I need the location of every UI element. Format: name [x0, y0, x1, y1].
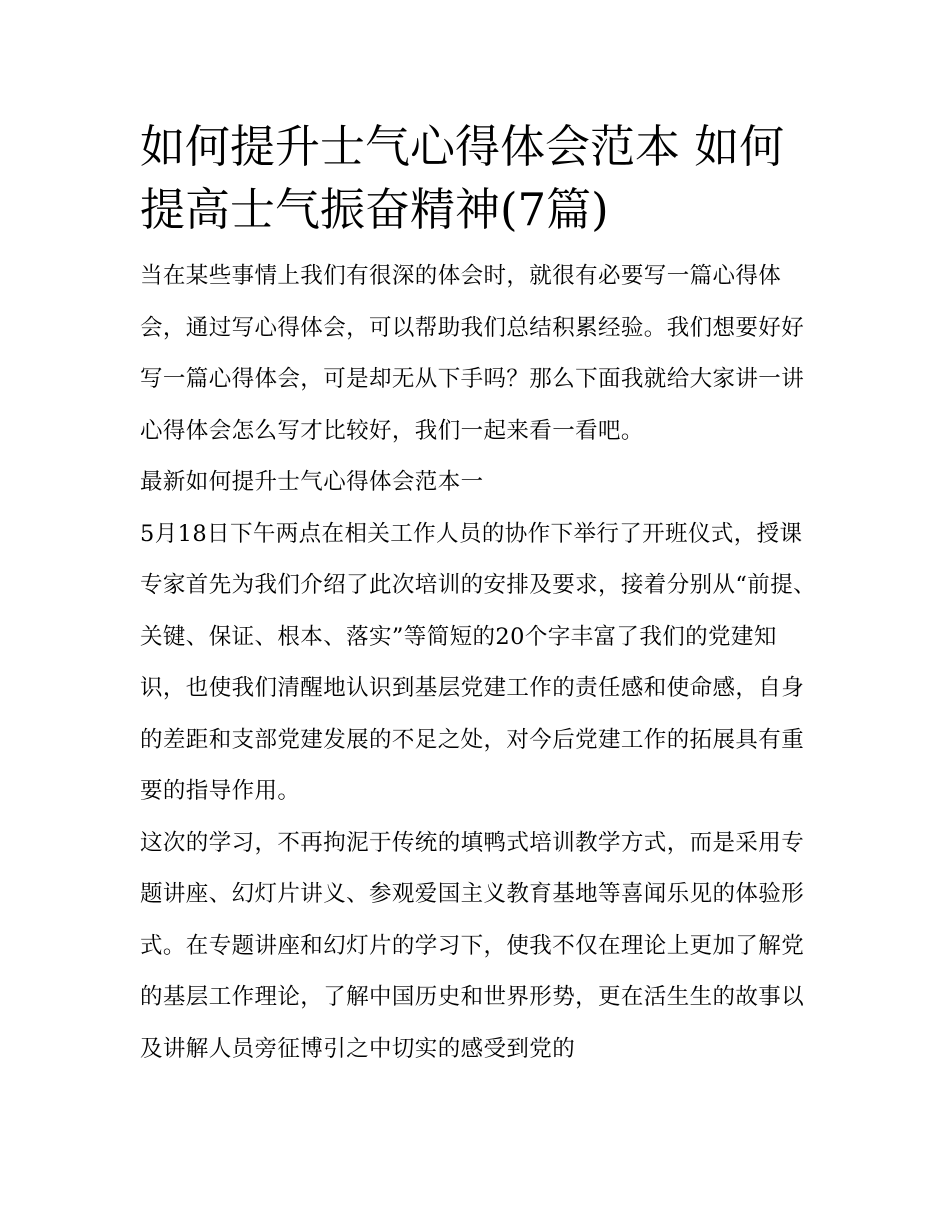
body-paragraph-2: 这次的学习，不再拘泥于传统的填鸭式培训教学方式，而是采用专题讲座、幻灯片讲义、参观爱国主义教育基地等喜闻乐见的体验形式。在专题讲座和幻灯片的学习下，使我不仅在理论上更加了解党的基层工作理论，了解中国历史和世界形势，更在活生生的故事以及讲解人员旁征博引之中切实的感受到党的	[140, 829, 805, 1062]
section-heading: 最新如何提升士气心得体会范本一	[140, 469, 484, 495]
intro-paragraph: 当在某些事情上我们有很深的体会时，就很有必要写一篇心得体会，通过写心得体会，可以帮助我们总结积累经验。我们想要好好写一篇心得体会，可是却无从下手吗？那么下面我就给大家讲一讲心得体会怎么写才比较好，我们一起来看一看吧。	[140, 263, 805, 444]
document-title: 如何提升士气心得体会范本 如何提高士气振奋精神(7篇)	[140, 120, 785, 236]
body-paragraph-1: 5月18日下午两点在相关工作人员的协作下举行了开班仪式，授课专家首先为我们介绍了此次培训的安排及要求，接着分别从“前提、关键、保证、根本、落实”等简短的20个字丰富了我们的党建知识，也使我们清醒地认识到基层党建工作的责任感和使命感，自身的差距和支部党建发展的不足之处，对今后党建工作的拓展具有重要的指导作用。	[140, 520, 817, 804]
document-page	[140, 115, 820, 1075]
